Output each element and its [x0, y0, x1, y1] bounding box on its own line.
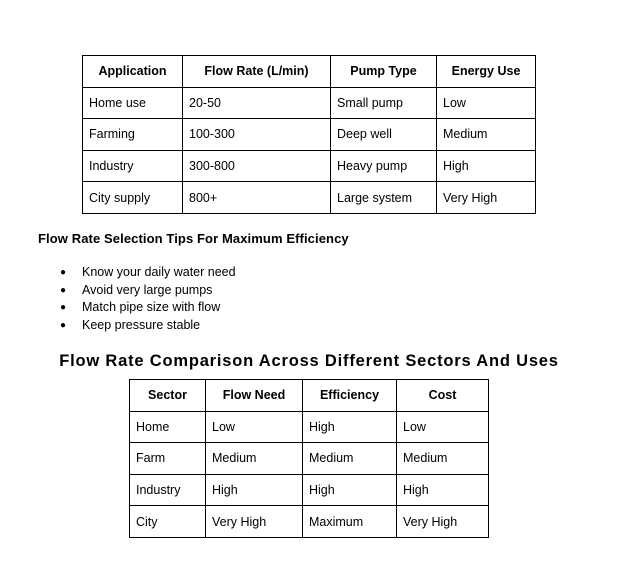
sector-comparison-table	[129, 379, 489, 538]
table-cell: Home use	[83, 87, 183, 119]
table-cell: Low	[206, 411, 303, 443]
table-header-row	[130, 380, 489, 412]
table-cell: Medium	[206, 443, 303, 475]
column-header-sector: Sector	[130, 380, 206, 412]
list-item-text: Match pipe size with flow	[82, 300, 221, 314]
column-header-energy-use: Energy Use	[437, 56, 536, 88]
table-cell: 300-800	[183, 150, 331, 182]
table-cell: High	[437, 150, 536, 182]
pump-selection-table	[82, 55, 536, 214]
table-cell: High	[303, 411, 397, 443]
table-cell: Farm	[130, 443, 206, 475]
table-cell: Large system	[331, 182, 437, 214]
list-item-text: Keep pressure stable	[82, 317, 201, 332]
table-cell: Medium	[437, 119, 536, 151]
table-cell: Very High	[437, 182, 536, 214]
comparison-title: Flow Rate Comparison Across Different Sectors And Uses	[59, 352, 559, 370]
list-item	[60, 264, 236, 282]
table-cell: 20-50	[183, 87, 331, 119]
bullet-icon: ●	[60, 284, 67, 296]
table-cell: Home	[130, 411, 206, 443]
table-cell: High	[206, 474, 303, 506]
table-cell: High	[397, 474, 489, 506]
column-header-flow-rate: Flow Rate (L/min)	[183, 56, 331, 88]
column-header-cost: Cost	[397, 380, 489, 412]
table-cell: Low	[437, 87, 536, 119]
table-cell: Very High	[206, 506, 303, 538]
table-row	[83, 150, 536, 182]
list-item-text: Know your daily water need	[82, 265, 236, 279]
table-cell: Very High	[397, 506, 489, 538]
list-item	[60, 282, 236, 300]
column-header-efficiency: Efficiency	[303, 380, 397, 412]
table-row	[130, 443, 489, 475]
column-header-pump-type: Pump Type	[331, 56, 437, 88]
table-header-row	[83, 56, 536, 88]
table-row	[83, 182, 536, 214]
bullet-icon: ●	[60, 302, 67, 313]
column-header-application: Application	[83, 56, 183, 88]
column-header-flow-need: Flow Need	[206, 380, 303, 412]
table-cell: 100-300	[183, 119, 331, 151]
table-cell: Industry	[130, 474, 206, 506]
table-cell: City	[130, 506, 206, 538]
table-cell: Medium	[303, 443, 397, 475]
table-cell: Deep well	[331, 119, 437, 151]
table-row	[130, 506, 489, 538]
tips-heading: Flow Rate Selection Tips For Maximum Efficiency	[38, 231, 349, 246]
list-item	[60, 299, 236, 317]
table-cell: Medium	[397, 443, 489, 475]
table-cell: Farming	[83, 119, 183, 151]
table-row	[83, 87, 536, 119]
tips-list	[60, 264, 236, 334]
bullet-icon: ●	[60, 267, 67, 278]
table-row	[130, 411, 489, 443]
table-cell: Small pump	[331, 87, 437, 119]
table-cell: Heavy pump	[331, 150, 437, 182]
bullet-icon: ●	[60, 319, 67, 331]
table-cell: 800+	[183, 182, 331, 214]
table-row	[130, 474, 489, 506]
table-row	[83, 119, 536, 151]
table-cell: High	[303, 474, 397, 506]
table-cell: Low	[397, 411, 489, 443]
table-cell: Maximum	[303, 506, 397, 538]
list-item-text: Avoid very large pumps	[82, 282, 213, 297]
table-cell: Industry	[83, 150, 183, 182]
list-item	[60, 317, 236, 335]
table-cell: City supply	[83, 182, 183, 214]
